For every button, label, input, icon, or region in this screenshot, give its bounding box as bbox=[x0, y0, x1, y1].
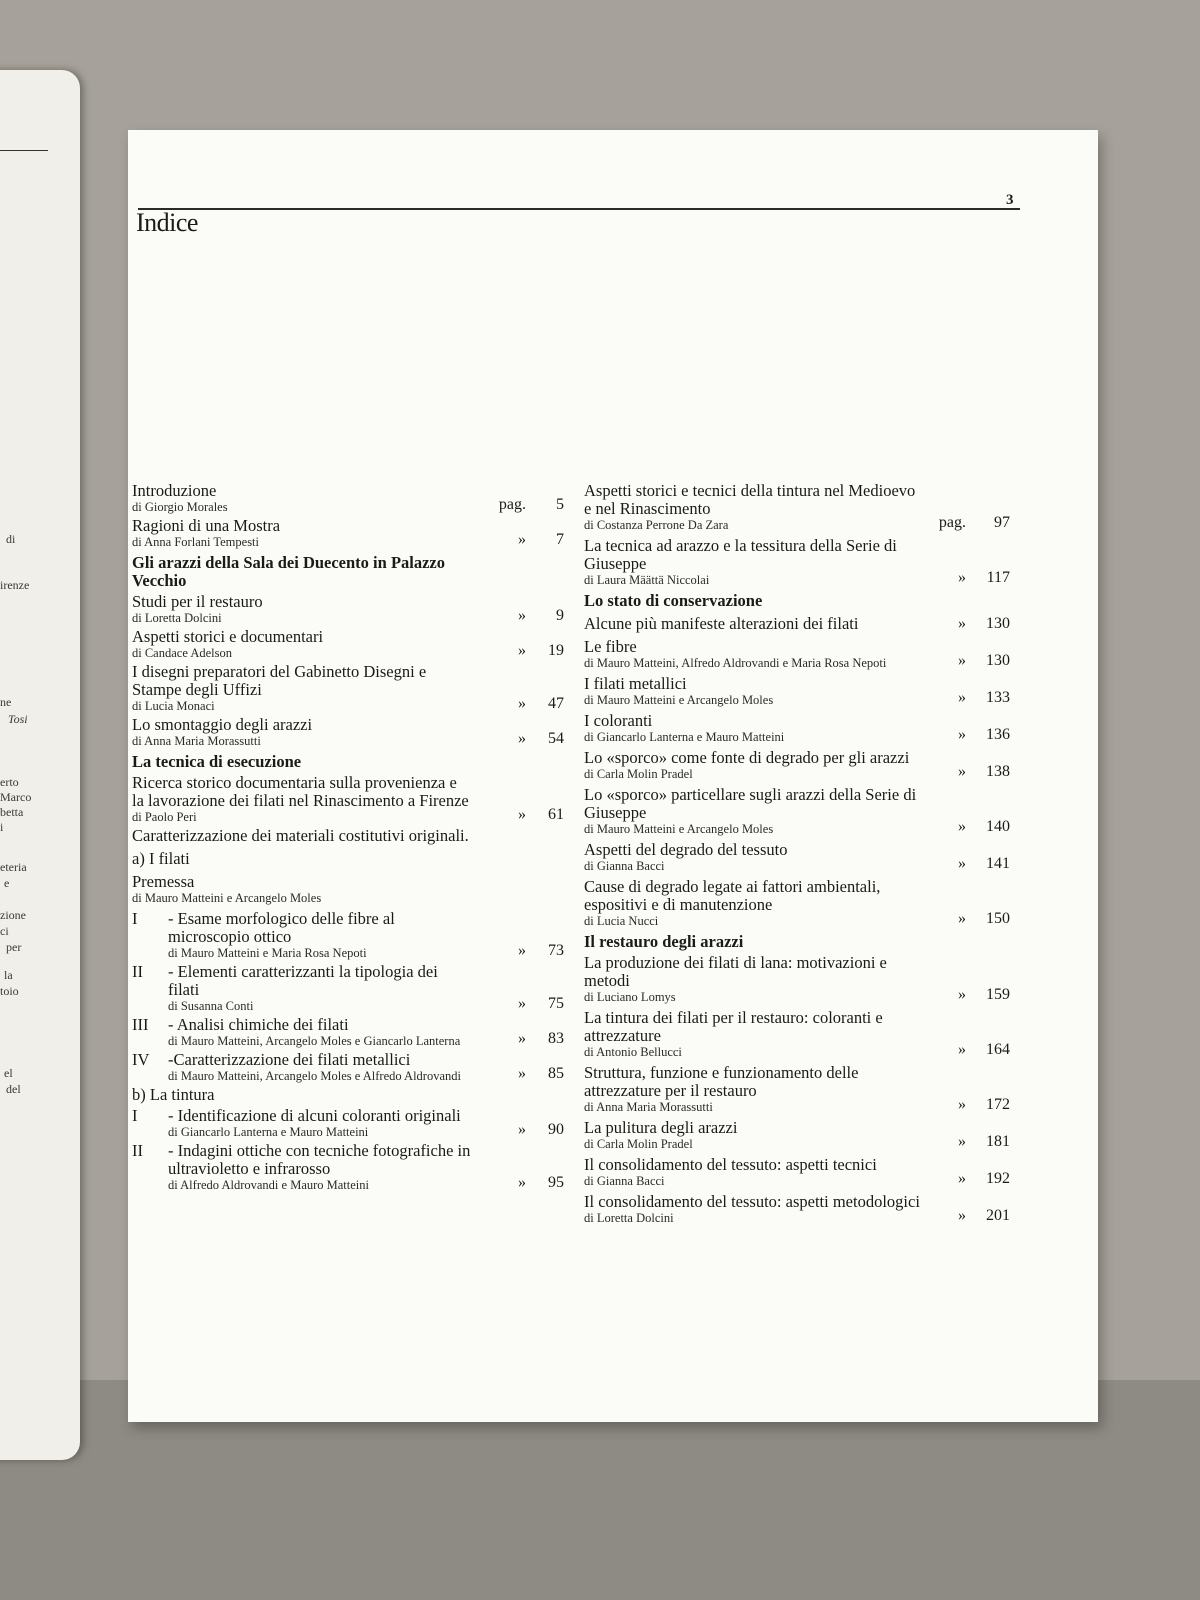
page-number-ref: 201 bbox=[986, 1207, 1010, 1224]
page-number-ref: 54 bbox=[548, 730, 564, 747]
toc-entry-author: di Gianna Bacci bbox=[584, 1174, 665, 1188]
page-marker: » bbox=[958, 726, 966, 743]
page-marker: pag. bbox=[498, 496, 526, 513]
page-title: Indice bbox=[136, 208, 198, 237]
page-number-ref: 90 bbox=[548, 1121, 564, 1138]
page-marker: » bbox=[958, 1207, 966, 1224]
toc-entry-title: Lo «sporco» come fonte di degrado per gli arazzi bbox=[584, 748, 910, 767]
toc-entry-author: di Alfredo Aldrovandi e Mauro Matteini bbox=[168, 1178, 370, 1192]
toc-entry bbox=[132, 910, 564, 960]
page-marker: » bbox=[518, 995, 526, 1012]
toc-page-ref bbox=[958, 726, 1010, 744]
header-rule bbox=[138, 208, 1020, 210]
toc-entry-author: di Giancarlo Lanterna e Mauro Matteini bbox=[168, 1125, 369, 1139]
toc-page-ref bbox=[518, 806, 564, 824]
facing-page-fragment: ci bbox=[0, 924, 9, 938]
facing-page-fragment: per bbox=[6, 940, 22, 954]
toc-entry-author: di Mauro Matteini, Arcangelo Moles e Giancarlo Lanterna bbox=[168, 1034, 461, 1048]
roman-numeral: II bbox=[132, 962, 143, 981]
toc-page-ref bbox=[958, 818, 1010, 836]
toc-entry bbox=[132, 1107, 564, 1139]
toc-entry-title: Aspetti storici e documentari bbox=[132, 627, 324, 646]
toc-page-ref bbox=[958, 1133, 1010, 1151]
toc-entry-title: Il consolidamento del tessuto: aspetti tecnici bbox=[584, 1155, 877, 1174]
facing-page-fragment: erto bbox=[0, 775, 19, 789]
book-page bbox=[128, 130, 1098, 1422]
toc-entry bbox=[584, 1064, 1010, 1114]
toc-entry bbox=[584, 1193, 1010, 1225]
page-marker: » bbox=[518, 531, 526, 548]
page-marker: » bbox=[958, 689, 966, 706]
toc-entry bbox=[132, 963, 564, 1013]
facing-page-fragment: eteria bbox=[0, 860, 27, 874]
toc-page-ref bbox=[958, 1207, 1010, 1225]
toc-entry-author: di Giancarlo Lanterna e Mauro Matteini bbox=[584, 730, 785, 744]
page-marker: » bbox=[518, 1174, 526, 1191]
page-marker: » bbox=[518, 942, 526, 959]
toc-subsection-heading bbox=[132, 1086, 564, 1104]
toc-entry-title: - Indagini ottiche con tecniche fotografiche in ultravioletto e infrarosso bbox=[168, 1141, 471, 1178]
toc-entry-title: I filati metallici bbox=[584, 674, 687, 693]
page-marker: » bbox=[518, 1030, 526, 1047]
roman-numeral: I bbox=[132, 1106, 138, 1125]
toc-page-ref bbox=[958, 763, 1010, 781]
page-marker: » bbox=[958, 1041, 966, 1058]
toc-entry-title: - Elementi caratterizzanti la tipologia dei filati bbox=[168, 962, 438, 999]
toc-entry-author: di Lucia Monaci bbox=[132, 699, 215, 713]
page-number-ref: 150 bbox=[986, 910, 1010, 927]
toc-page-ref bbox=[939, 514, 1010, 532]
toc-entry bbox=[584, 749, 1010, 781]
page-marker: » bbox=[958, 1133, 966, 1150]
toc-entry-author: di Candace Adelson bbox=[132, 646, 232, 660]
toc-entry-title: Premessa bbox=[132, 872, 195, 891]
toc-entry-title: -Caratterizzazione dei filati metallici bbox=[168, 1050, 411, 1069]
toc-page-ref bbox=[518, 1174, 564, 1192]
toc-entry-title: Aspetti storici e tecnici della tintura nel Medioevo e nel Rinascimento bbox=[584, 481, 916, 518]
page-number-ref: 172 bbox=[986, 1096, 1010, 1113]
page-marker: » bbox=[518, 607, 526, 624]
toc-entry bbox=[584, 1156, 1010, 1188]
toc-entry-title: Il consolidamento del tessuto: aspetti metodologici bbox=[584, 1192, 920, 1211]
subsection-title: a) I filati bbox=[132, 849, 190, 868]
page-number-ref: 136 bbox=[986, 726, 1010, 743]
page-number-ref: 85 bbox=[548, 1065, 564, 1082]
toc-entry bbox=[584, 786, 1010, 836]
roman-numeral: IV bbox=[132, 1050, 150, 1069]
page-number-ref: 95 bbox=[548, 1174, 564, 1191]
toc-entry bbox=[132, 517, 564, 549]
page-number-ref: 130 bbox=[986, 652, 1010, 669]
toc-page-ref bbox=[518, 1121, 564, 1139]
toc-entry-title: La produzione dei filati di lana: motivazioni e metodi bbox=[584, 953, 887, 990]
page-number-ref: 73 bbox=[548, 942, 564, 959]
toc-entry-author: di Mauro Matteini e Arcangelo Moles bbox=[584, 822, 774, 836]
toc-left-column bbox=[132, 482, 564, 1195]
toc-entry-title: La pulitura degli arazzi bbox=[584, 1118, 738, 1137]
facing-page-fragment: del bbox=[6, 1082, 21, 1096]
page-marker: » bbox=[958, 569, 966, 586]
toc-page-ref bbox=[958, 986, 1010, 1004]
page-number-ref: 140 bbox=[986, 818, 1010, 835]
toc-page-ref bbox=[518, 995, 564, 1013]
toc-entry-author: di Carla Molin Pradel bbox=[584, 1137, 693, 1151]
roman-numeral: I bbox=[132, 909, 138, 928]
toc-section-heading bbox=[132, 554, 564, 590]
toc-page-ref bbox=[518, 1065, 564, 1083]
toc-page-ref bbox=[958, 855, 1010, 873]
roman-numeral: II bbox=[132, 1141, 143, 1160]
page-number-ref: 117 bbox=[986, 569, 1010, 586]
toc-page-ref bbox=[518, 531, 564, 549]
toc-page-ref bbox=[518, 730, 564, 748]
facing-page-fragment: la bbox=[4, 968, 13, 982]
page-marker: pag. bbox=[938, 514, 966, 531]
toc-page-ref bbox=[958, 652, 1010, 670]
toc-entry-author: di Loretta Dolcini bbox=[584, 1211, 674, 1225]
toc-entry-author: di Anna Maria Morassutti bbox=[584, 1100, 713, 1114]
toc-entry-title: Struttura, funzione e funzionamento delle attrezzature per il restauro bbox=[584, 1063, 859, 1100]
facing-page-fragment: Tosi bbox=[8, 712, 28, 726]
page-number-ref: 164 bbox=[986, 1041, 1010, 1058]
toc-entry-author: di Anna Maria Morassutti bbox=[132, 734, 261, 748]
toc-entry bbox=[132, 1051, 564, 1083]
page-marker: » bbox=[958, 986, 966, 1003]
toc-entry bbox=[584, 712, 1010, 744]
toc-entry-author: di Loretta Dolcini bbox=[132, 611, 222, 625]
toc-entry bbox=[132, 663, 564, 713]
toc-entry-author: di Mauro Matteini e Arcangelo Moles bbox=[584, 693, 774, 707]
page-number-ref: 130 bbox=[986, 615, 1010, 632]
toc-entry-title: Alcune più manifeste alterazioni dei filati bbox=[584, 614, 859, 633]
toc-entry-author: di Anna Forlani Tempesti bbox=[132, 535, 260, 549]
page-number-ref: 133 bbox=[986, 689, 1010, 706]
facing-page-fragment: toio bbox=[0, 984, 19, 998]
page-marker: » bbox=[518, 642, 526, 659]
page-number-ref: 7 bbox=[556, 531, 564, 548]
toc-entry-author: di Mauro Matteini e Arcangelo Moles bbox=[132, 891, 322, 905]
toc-page-ref bbox=[958, 1096, 1010, 1114]
toc-entry bbox=[584, 954, 1010, 1004]
page-number-ref: 97 bbox=[994, 514, 1010, 531]
toc-entry bbox=[132, 774, 564, 824]
toc-entry bbox=[584, 482, 1010, 532]
toc-page-ref bbox=[958, 1041, 1010, 1059]
page-marker: » bbox=[518, 806, 526, 823]
page-number-ref: 141 bbox=[986, 855, 1010, 872]
toc-entry bbox=[132, 1142, 564, 1192]
toc-entry bbox=[132, 873, 564, 905]
facing-page-rule bbox=[0, 150, 48, 151]
facing-page-edge bbox=[0, 70, 80, 1460]
toc-entry-author: di Laura Määttä Niccolai bbox=[584, 573, 710, 587]
toc-right-column bbox=[584, 482, 1010, 1228]
page-marker: » bbox=[958, 652, 966, 669]
toc-entry-author: di Costanza Perrone Da Zara bbox=[584, 518, 729, 532]
toc-page-ref bbox=[518, 1030, 564, 1048]
toc-entry bbox=[584, 615, 1010, 633]
page-number-ref: 47 bbox=[548, 695, 564, 712]
toc-entry bbox=[132, 482, 564, 514]
toc-entry-title: Ricerca storico documentaria sulla provenienza e la lavorazione dei filati nel Rinascimento a Firenze bbox=[132, 773, 469, 810]
toc-entry-title: Aspetti del degrado del tessuto bbox=[584, 840, 788, 859]
page-marker: » bbox=[518, 730, 526, 747]
page-marker: » bbox=[958, 910, 966, 927]
page-marker: » bbox=[958, 763, 966, 780]
toc-entry-title: Le fibre bbox=[584, 637, 637, 656]
toc-entry-title: I coloranti bbox=[584, 711, 653, 730]
toc-entry-author: di Mauro Matteini e Maria Rosa Nepoti bbox=[168, 946, 367, 960]
toc-entry-author: di Mauro Matteini, Alfredo Aldrovandi e Maria Rosa Nepoti bbox=[584, 656, 887, 670]
page-number-ref: 138 bbox=[986, 763, 1010, 780]
section-title: Il restauro degli arazzi bbox=[584, 932, 744, 951]
facing-page-fragment: el bbox=[4, 1066, 13, 1080]
page-number-ref: 5 bbox=[556, 496, 564, 513]
page-marker: » bbox=[958, 855, 966, 872]
toc-entry bbox=[584, 675, 1010, 707]
page-number-ref: 61 bbox=[548, 806, 564, 823]
roman-numeral: III bbox=[132, 1015, 149, 1034]
page-marker: » bbox=[958, 615, 966, 632]
page-number: 3 bbox=[1006, 192, 1014, 208]
toc-entry-author: di Antonio Bellucci bbox=[584, 1045, 682, 1059]
page-number-ref: 75 bbox=[548, 995, 564, 1012]
page-number-ref: 9 bbox=[556, 607, 564, 624]
page-number-ref: 83 bbox=[548, 1030, 564, 1047]
toc-section-heading bbox=[132, 753, 564, 771]
facing-page-fragment: betta bbox=[0, 805, 24, 819]
page-number-ref: 159 bbox=[986, 986, 1010, 1003]
page-marker: » bbox=[958, 1096, 966, 1113]
toc-entry bbox=[132, 593, 564, 625]
toc-entry bbox=[584, 878, 1010, 928]
section-title: La tecnica di esecuzione bbox=[132, 752, 302, 771]
page-marker: » bbox=[518, 1121, 526, 1138]
toc-entry-title: La tecnica ad arazzo e la tessitura della Serie di Giuseppe bbox=[584, 536, 897, 573]
toc-entry-author: di Susanna Conti bbox=[168, 999, 254, 1013]
facing-page-fragment: di bbox=[6, 532, 16, 546]
toc-entry-title: I disegni preparatori del Gabinetto Disegni e Stampe degli Uffizi bbox=[132, 662, 427, 699]
toc-entry-title: - Esame morfologico delle fibre al microscopio ottico bbox=[168, 909, 395, 946]
facing-page-fragment: irenze bbox=[0, 578, 30, 592]
toc-entry-author: di Giorgio Morales bbox=[132, 500, 228, 514]
toc-entry-author: di Mauro Matteini, Arcangelo Moles e Alfredo Aldrovandi bbox=[168, 1069, 461, 1083]
facing-page-fragment: Marco bbox=[0, 790, 32, 804]
page-number-ref: 19 bbox=[548, 642, 564, 659]
toc-subsection-heading bbox=[132, 850, 564, 868]
toc-entry bbox=[132, 716, 564, 748]
toc-page-ref bbox=[518, 642, 564, 660]
toc-entry bbox=[132, 628, 564, 660]
toc-entry bbox=[584, 537, 1010, 587]
toc-entry-title: Studi per il restauro bbox=[132, 592, 263, 611]
toc-page-ref bbox=[499, 496, 564, 514]
page-marker: » bbox=[518, 1065, 526, 1082]
toc-entry-title: - Analisi chimiche dei filati bbox=[168, 1015, 349, 1034]
section-title: Gli arazzi della Sala dei Duecento in Palazzo Vecchio bbox=[132, 553, 446, 590]
toc-entry-author: di Carla Molin Pradel bbox=[584, 767, 693, 781]
subsection-title: Caratterizzazione dei materiali costitutivi originali. bbox=[132, 826, 469, 845]
toc-entry-title: - Identificazione di alcuni coloranti originali bbox=[168, 1106, 461, 1125]
toc-subsection-heading bbox=[132, 827, 564, 845]
facing-page-fragment: e bbox=[4, 876, 10, 890]
subsection-title: b) La tintura bbox=[132, 1085, 215, 1104]
facing-page-fragment: i bbox=[0, 820, 4, 834]
facing-page-fragment: ne bbox=[0, 695, 12, 709]
toc-entry bbox=[132, 1016, 564, 1048]
toc-entry bbox=[584, 1119, 1010, 1151]
toc-entry-title: Cause di degrado legate ai fattori ambientali, espositivi e di manutenzione bbox=[584, 877, 881, 914]
page-number-ref: 192 bbox=[986, 1170, 1010, 1187]
section-title: Lo stato di conservazione bbox=[584, 591, 763, 610]
toc-entry-title: Lo smontaggio degli arazzi bbox=[132, 715, 313, 734]
toc-page-ref bbox=[518, 695, 564, 713]
toc-entry-title: La tintura dei filati per il restauro: coloranti e attrezzature bbox=[584, 1008, 883, 1045]
page-number-ref: 181 bbox=[986, 1133, 1010, 1150]
toc-page-ref bbox=[518, 607, 564, 625]
toc-entry-author: di Luciano Lomys bbox=[584, 990, 676, 1004]
toc-entry-author: di Lucia Nucci bbox=[584, 914, 659, 928]
page-marker: » bbox=[518, 695, 526, 712]
toc-entry-author: di Paolo Peri bbox=[132, 810, 197, 824]
toc-entry bbox=[584, 841, 1010, 873]
facing-page-fragment: zione bbox=[0, 908, 26, 922]
toc-entry-title: Lo «sporco» particellare sugli arazzi della Serie di Giuseppe bbox=[584, 785, 917, 822]
toc-entry-title: Introduzione bbox=[132, 481, 217, 500]
toc-section-heading bbox=[584, 933, 1010, 951]
toc-entry-title: Ragioni di una Mostra bbox=[132, 516, 281, 535]
toc-page-ref bbox=[518, 942, 564, 960]
toc-entry-author: di Gianna Bacci bbox=[584, 859, 665, 873]
page-marker: » bbox=[958, 1170, 966, 1187]
toc-section-heading bbox=[584, 592, 1010, 610]
page-marker: » bbox=[958, 818, 966, 835]
toc-entry bbox=[584, 638, 1010, 670]
toc-page-ref bbox=[958, 615, 1010, 633]
toc-page-ref bbox=[958, 1170, 1010, 1188]
toc-page-ref bbox=[958, 910, 1010, 928]
toc-entry bbox=[584, 1009, 1010, 1059]
toc-page-ref bbox=[958, 689, 1010, 707]
toc-page-ref bbox=[958, 569, 1010, 587]
